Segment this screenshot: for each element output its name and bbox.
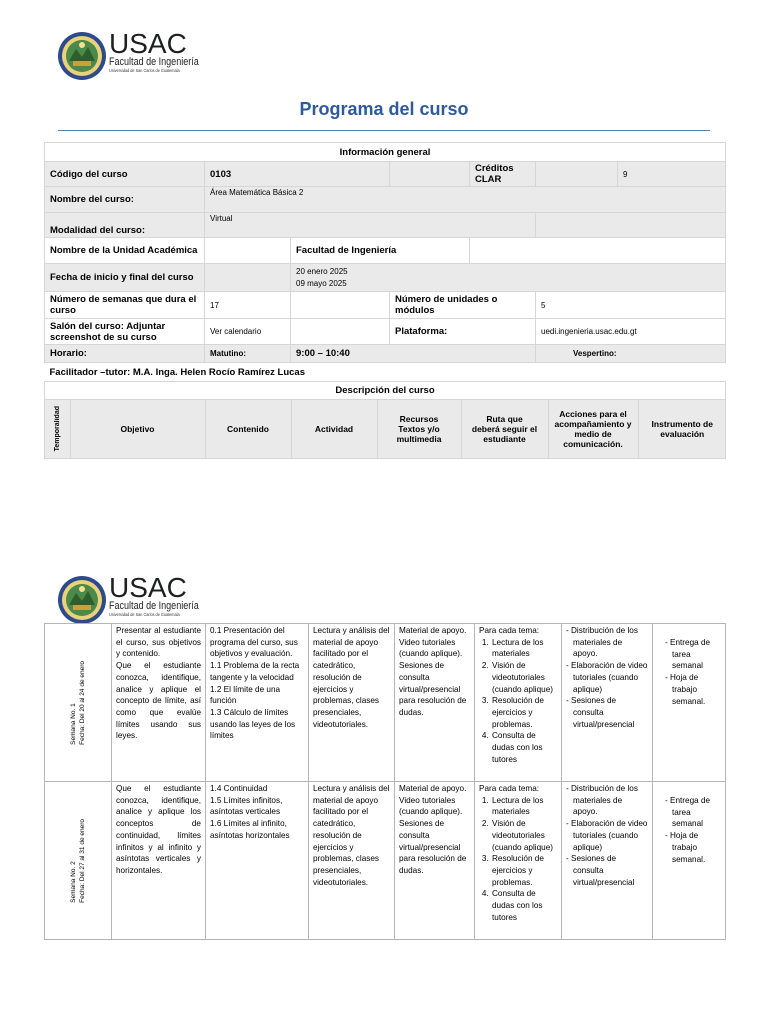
week-number: Semana No. 1 — [70, 702, 77, 745]
matutino-value: 9:00 – 10:40 — [291, 345, 536, 363]
plataforma-value: uedi.ingenieria.usac.edu.gt — [536, 319, 726, 345]
unidad-value: Facultad de Ingeniería — [291, 238, 470, 264]
usac-seal-icon — [57, 31, 107, 81]
unidades-value: 5 — [536, 292, 726, 319]
accion-item: - Sesiones de consulta virtual/presencial — [566, 854, 635, 887]
header-recursos: Recursos Textos y/o multimedia — [377, 400, 461, 458]
matutino-label: Matutino: — [205, 345, 291, 363]
header-objetivo: Objetivo — [70, 400, 205, 458]
nombre-label: Nombre del curso: — [45, 187, 205, 213]
ruta-step: 1. Lectura de los materiales — [491, 795, 557, 818]
general-info-title: Información general — [45, 143, 726, 162]
usac-logo-page-2 — [57, 572, 218, 625]
header-acciones: Acciones para el acompañamiento y medio de comunicación. — [548, 400, 638, 458]
ruta-step: 3. Resolución de ejercicios y problemas. — [491, 853, 557, 888]
header-instrumento: Instrumento de evaluación — [638, 400, 726, 458]
instrumento-item: - Hoja de trabajo semanal. — [665, 831, 706, 864]
week-recursos: Material de apoyo. Video tutoriales (cuando aplique). Sesiones de consulta virtual/presencial para resolución de dudas. — [395, 782, 475, 940]
logo-university: Universidad de San Carlos de Guatemala — [109, 68, 180, 73]
codigo-value: 0103 — [205, 162, 390, 187]
week-ruta-intro: Para cada tema: — [479, 626, 540, 635]
logo-faculty: Facultad de Ingeniería — [109, 600, 199, 612]
description-header-row — [45, 400, 726, 458]
logo-name: USAC — [109, 572, 187, 603]
ruta-step: 2. Visión de videotutoriales (cuando aplique) — [491, 818, 557, 853]
usac-logo — [57, 28, 218, 81]
week-contenido: 0.1 Presentación del programa del curso, sus objetivos y evaluación. 1.1 Problema de la recta tangente y la velocidad 1.2 El límite de una función 1.3 Cálculo de límites usando las leyes de los límites — [206, 624, 309, 782]
facilitador: Facilitador –tutor: M.A. Inga. Helen Rocío Ramírez Lucas — [49, 366, 305, 378]
table-row — [45, 782, 726, 940]
semanas-value: 17 — [205, 292, 291, 319]
creditos-value: 9 — [618, 162, 726, 187]
ruta-step: 2. Visión de videotutoriales (cuando aplique) — [491, 660, 557, 695]
weekly-plan-table — [44, 623, 726, 940]
week-recursos: Material de apoyo. Video tutoriales (cuando aplique). Sesiones de consulta virtual/presencial para resolución de dudas. — [395, 624, 475, 782]
instrumento-item: - Entrega de tarea semanal — [665, 638, 711, 671]
modalidad-label: Modalidad del curso: — [45, 213, 205, 238]
title-divider — [58, 130, 710, 131]
page-title: Programa del curso — [299, 99, 469, 119]
ruta-step: 1. Lectura de los materiales — [491, 637, 557, 660]
unidad-label: Nombre de la Unidad Académica — [45, 238, 205, 264]
accion-item: - Sesiones de consulta virtual/presencial — [566, 696, 635, 729]
fecha-final: 09 mayo 2025 — [296, 278, 347, 288]
accion-item: - Distribución de los materiales de apoyo. — [566, 784, 638, 817]
week-dates: Fecha: Del 27 al 31 de enero — [79, 818, 86, 903]
unidades-label: Número de unidades o módulos — [390, 292, 536, 319]
week-number: Semana No. 2 — [70, 860, 77, 903]
vespertino-label: Vespertino: — [536, 345, 726, 363]
week-objetivo: Presentar al estudiante el curso, sus objetivos y contenido. Que el estudiante conozca, identifique, analice y aplique el concepto de límite, así como que evalúe límites usando sus leyes. — [112, 624, 206, 782]
fecha-label: Fecha de inicio y final del curso — [45, 264, 205, 292]
creditos-label: Créditos CLAR — [470, 162, 536, 187]
week-actividad: Lectura y análisis del material de apoyo facilitado por el catedrático, resolución de ejercicios y problemas, clases presenciales, videotutoriales. — [309, 624, 395, 782]
plataforma-label: Plataforma: — [390, 319, 536, 345]
codigo-label: Código del curso — [45, 162, 205, 187]
logo-name: USAC — [109, 28, 187, 59]
salon-value: Ver calendario — [205, 319, 291, 345]
header-contenido: Contenido — [205, 400, 291, 458]
accion-item: - Distribución de los materiales de apoyo. — [566, 626, 638, 659]
usac-seal-icon — [57, 575, 107, 625]
header-temporalidad: Temporalidad — [53, 406, 61, 452]
week-ruta-intro: Para cada tema: — [479, 784, 540, 793]
accion-item: - Elaboración de video tutoriales (cuando aplique) — [566, 819, 648, 852]
instrumento-item: - Hoja de trabajo semanal. — [665, 673, 706, 706]
table-row — [45, 624, 726, 782]
ruta-step: 3. Resolución de ejercicios y problemas. — [491, 695, 557, 730]
logo-faculty: Facultad de Ingeniería — [109, 56, 199, 68]
week-objetivo: Que el estudiante conozca, identifique, analice y aplique los conceptos de continuidad, límites infinitos y al infinito y asíntotas verticales y horizontales. — [112, 782, 206, 940]
fecha-inicio: 20 enero 2025 — [296, 266, 348, 276]
header-actividad: Actividad — [291, 400, 377, 458]
ruta-step: 4. Consulta de dudas con los tutores — [491, 888, 557, 923]
semanas-label: Número de semanas que dura el curso — [45, 292, 205, 319]
general-info-table — [44, 142, 726, 459]
horario-label: Horario: — [45, 345, 205, 363]
week-contenido: 1.4 Continuidad 1.5 Límites infinitos, asíntotas verticales 1.6 Límites al infinito, asíntotas horizontales — [206, 782, 309, 940]
instrumento-item: - Entrega de tarea semanal — [665, 796, 711, 829]
header-ruta: Ruta que deberá seguir el estudiante — [461, 400, 548, 458]
week-dates: Fecha: Del 20 al 24 de enero — [79, 660, 86, 745]
description-title: Descripción del curso — [45, 382, 726, 400]
ruta-step: 4. Consulta de dudas con los tutores — [491, 730, 557, 765]
accion-item: - Elaboración de video tutoriales (cuando aplique) — [566, 661, 648, 694]
modalidad-value: Virtual — [205, 213, 536, 238]
salon-label: Salón del curso: Adjuntar screenshot de su curso — [45, 319, 205, 345]
nombre-value: Área Matemática Básica 2 — [205, 187, 726, 213]
week-actividad: Lectura y análisis del material de apoyo facilitado por el catedrático, resolución de ejercicios y problemas, clases presenciales, videotutoriales. — [309, 782, 395, 940]
logo-university: Universidad de San Carlos de Guatemala — [109, 612, 180, 617]
